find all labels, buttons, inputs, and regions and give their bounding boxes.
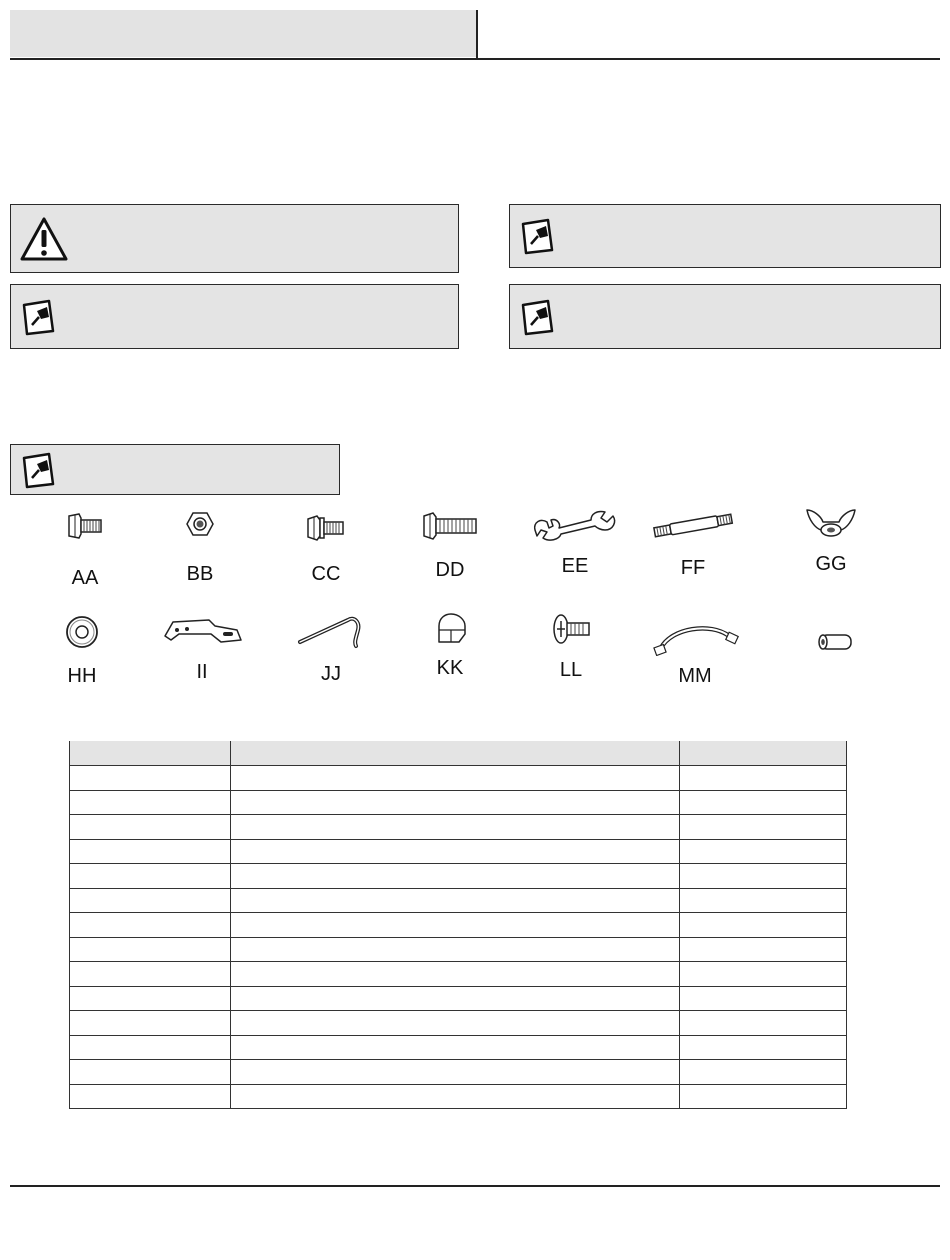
note-pin-icon bbox=[518, 216, 558, 256]
part-label: HH bbox=[67, 665, 97, 687]
table-row bbox=[70, 962, 847, 987]
hex-nut-icon bbox=[185, 510, 215, 538]
bracket-icon bbox=[161, 614, 243, 648]
part-mm bbox=[650, 620, 740, 688]
table-row bbox=[70, 1084, 847, 1109]
header-divider bbox=[476, 10, 478, 58]
table-row bbox=[70, 888, 847, 913]
part-label: II bbox=[196, 661, 208, 683]
washer-icon bbox=[64, 614, 100, 650]
hex-bolt-collar-icon bbox=[305, 512, 347, 544]
part-ii bbox=[160, 614, 244, 684]
parts-table-wrap bbox=[69, 741, 847, 1109]
part-label: FF bbox=[680, 557, 706, 579]
threaded-rod-icon bbox=[650, 508, 736, 542]
part-label: MM bbox=[678, 665, 712, 687]
hex-bolt-short-icon bbox=[65, 510, 105, 542]
part-label: AA bbox=[71, 567, 99, 589]
part-cc bbox=[298, 512, 354, 586]
part-label: GG bbox=[815, 553, 847, 575]
note-box-bottom-right bbox=[509, 284, 941, 349]
part-ff bbox=[648, 508, 738, 580]
part-label: LL bbox=[559, 659, 583, 681]
part-label: EE bbox=[561, 555, 589, 577]
parts-table bbox=[69, 741, 847, 1109]
hardware-note-box bbox=[10, 444, 340, 495]
table-row bbox=[70, 913, 847, 938]
note-box-bottom-left bbox=[10, 284, 459, 349]
part-label: BB bbox=[186, 563, 214, 585]
note-pin-icon bbox=[19, 297, 59, 337]
part-hh bbox=[57, 614, 107, 688]
part-gg bbox=[800, 506, 862, 576]
flexible-hose-icon bbox=[651, 620, 739, 656]
part-ll bbox=[546, 612, 596, 682]
wing-nut-icon bbox=[803, 506, 859, 540]
hook-rod-icon bbox=[296, 612, 366, 652]
table-row bbox=[70, 839, 847, 864]
footer-rule bbox=[10, 1185, 940, 1187]
table-header-description bbox=[231, 741, 680, 766]
phillips-screw-icon bbox=[549, 612, 593, 646]
table-row bbox=[70, 1060, 847, 1085]
table-row bbox=[70, 1011, 847, 1036]
wrench-icon bbox=[531, 508, 619, 542]
page-header bbox=[10, 10, 940, 60]
part-kk bbox=[428, 612, 472, 680]
table-row bbox=[70, 766, 847, 791]
cap-nut-icon bbox=[431, 612, 469, 646]
note-pin-icon bbox=[19, 450, 59, 490]
note-box-top-right bbox=[509, 204, 941, 268]
part-dd bbox=[420, 510, 480, 582]
part-label: DD bbox=[435, 559, 465, 581]
table-row bbox=[70, 864, 847, 889]
spacer-sleeve-icon bbox=[813, 630, 857, 654]
table-header-part bbox=[70, 741, 231, 766]
table-row bbox=[70, 815, 847, 840]
header-title-panel bbox=[10, 10, 476, 57]
part-aa bbox=[55, 510, 115, 590]
warning-triangle-icon bbox=[19, 216, 69, 262]
table-row bbox=[70, 1035, 847, 1060]
hex-bolt-long-icon bbox=[421, 510, 479, 542]
warning-box bbox=[10, 204, 459, 273]
table-header-quantity bbox=[680, 741, 847, 766]
part-label: KK bbox=[436, 657, 464, 679]
part-ee bbox=[530, 508, 620, 578]
note-pin-icon bbox=[518, 297, 558, 337]
table-row bbox=[70, 937, 847, 962]
table-header-row bbox=[70, 741, 847, 766]
part-spacer bbox=[812, 630, 858, 659]
part-label: CC bbox=[311, 563, 341, 585]
part-label: JJ bbox=[321, 663, 341, 685]
table-row bbox=[70, 790, 847, 815]
table-row bbox=[70, 986, 847, 1011]
part-jj bbox=[296, 612, 366, 686]
part-bb bbox=[178, 510, 222, 586]
